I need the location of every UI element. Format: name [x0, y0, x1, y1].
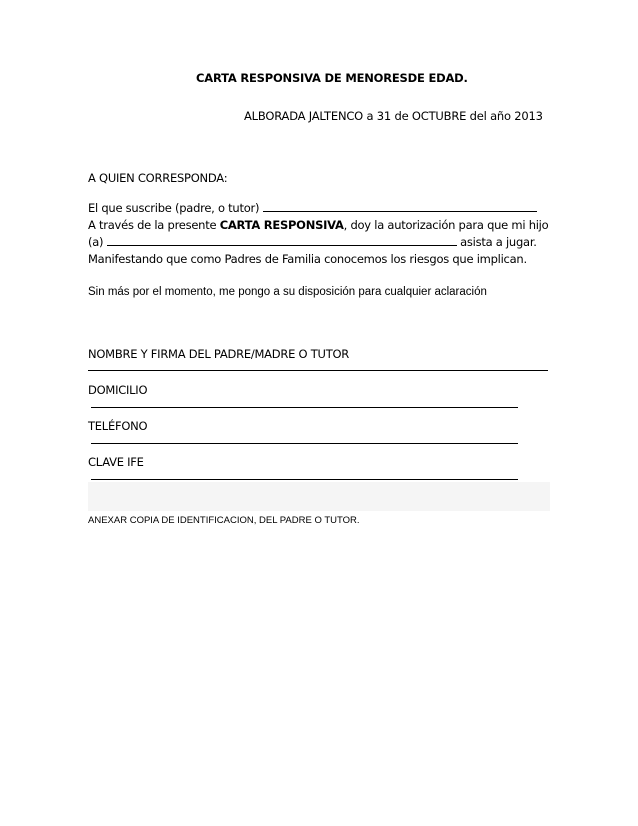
paragraph-line-2-end: , doy la autorización para que mi hijo	[343, 218, 549, 232]
phone-line[interactable]	[91, 443, 518, 444]
guardian-name-signature-label: NOMBRE Y FIRMA DEL PADRE/MADRE O TUTOR	[88, 347, 350, 361]
paragraph-line-4: Manifestando que como Padres de Familia conocemos los riesgos que implican.	[88, 252, 527, 266]
child-label: (a)	[88, 235, 104, 249]
authorization-paragraph	[88, 200, 558, 268]
phone-label: TELÉFONO	[88, 419, 148, 433]
signature-fields	[88, 346, 558, 490]
closing-paragraph	[88, 284, 558, 301]
closing-text: Sin más por el momento, me pongo a su disposición para cualquier aclaración	[88, 286, 487, 298]
carta-responsiva-emphasis: CARTA RESPONSIVA	[219, 218, 344, 232]
document-title: CARTA RESPONSIVA DE MENORESDE EDAD.	[196, 71, 468, 85]
child-label-suffix: asista a jugar.	[460, 235, 537, 249]
ife-key-line[interactable]	[91, 479, 518, 480]
place-date-line: ALBORADA JALTENCO a 31 de OCTUBRE del año 2013	[244, 109, 543, 123]
signer-label: El que suscribe (padre, o tutor)	[88, 201, 260, 215]
greeting-text: A QUIEN CORRESPONDA:	[88, 171, 228, 185]
annex-note: ANEXAR COPIA DE IDENTIFICACION, DEL PADRE O TUTOR.	[88, 515, 360, 526]
greeting	[88, 170, 558, 187]
address-label: DOMICILIO	[88, 383, 148, 397]
child-name-blank[interactable]	[107, 234, 457, 246]
paragraph-line-1	[88, 200, 558, 217]
paragraph-line-2-start: A través de la presente	[88, 218, 220, 232]
ife-key-label: CLAVE IFE	[88, 455, 144, 469]
paragraph-line-3	[88, 234, 558, 251]
guardian-name-signature-line[interactable]	[88, 370, 548, 371]
signer-name-blank[interactable]	[263, 200, 537, 212]
address-line[interactable]	[91, 407, 518, 408]
paragraph-line-2	[88, 217, 558, 234]
shaded-band	[88, 482, 550, 511]
